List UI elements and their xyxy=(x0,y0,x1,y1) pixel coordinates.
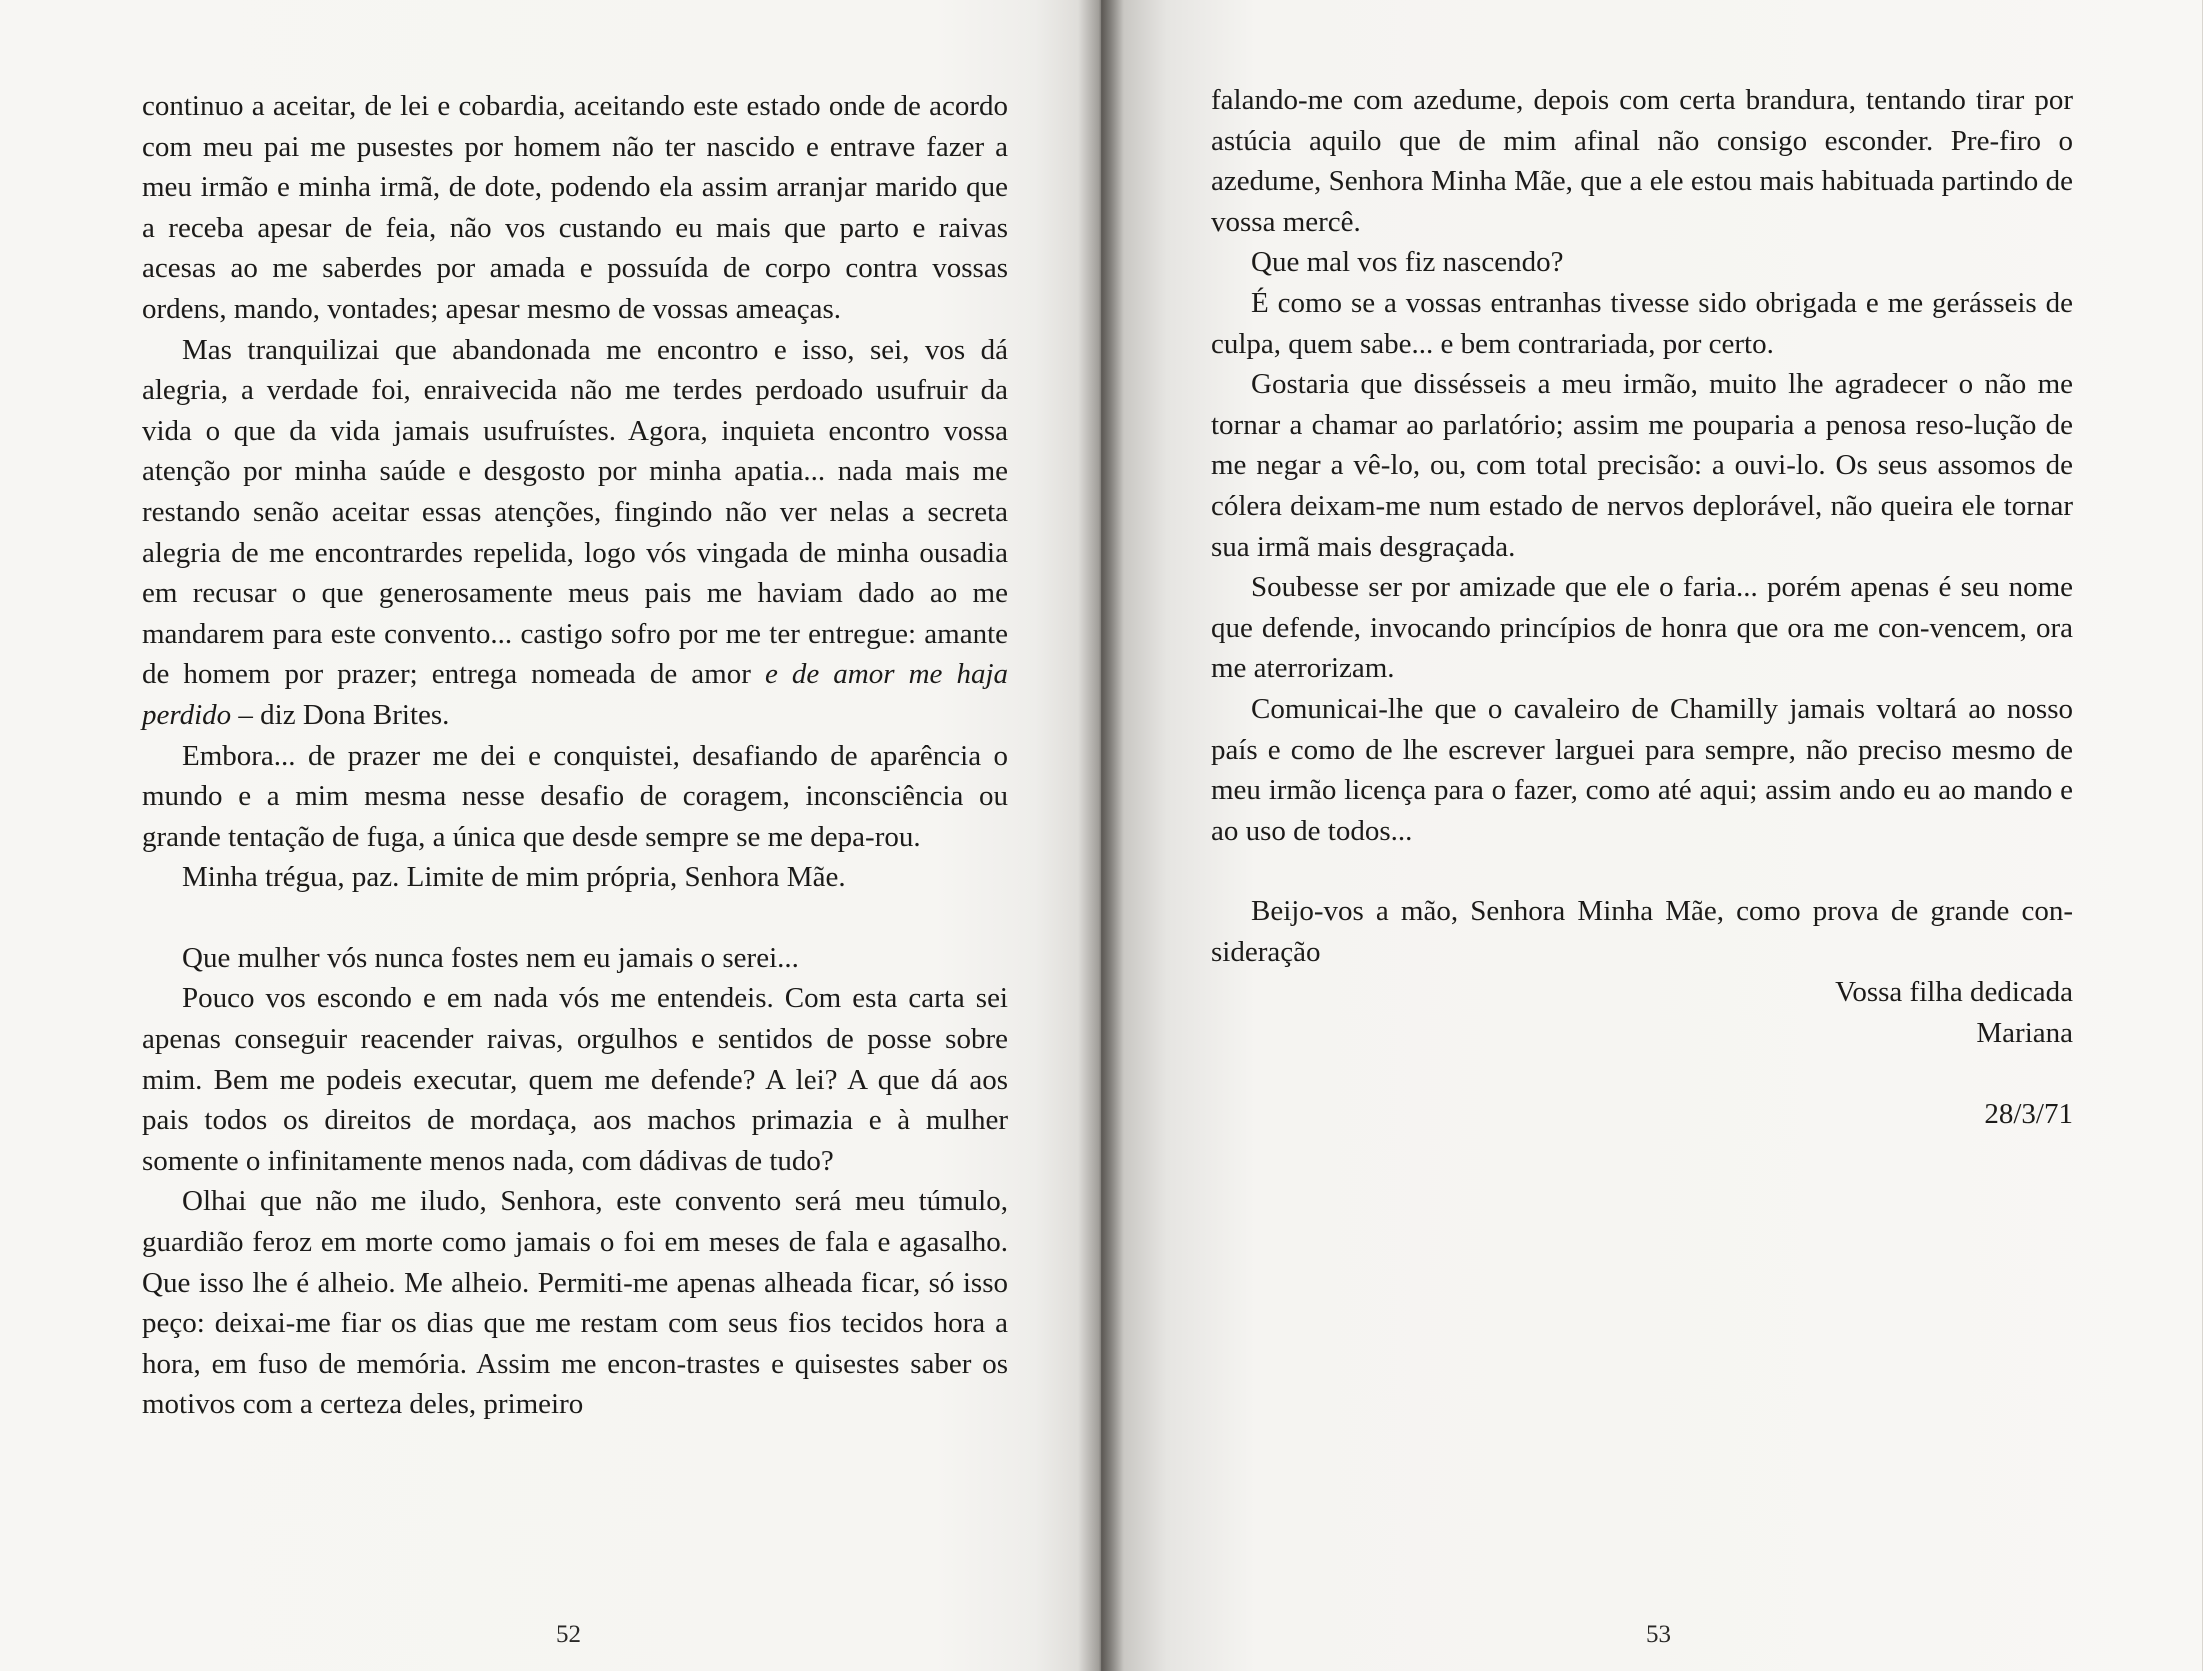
paragraph: É como se a vossas entranhas tivesse sido obrigada e me gerásseis de culpa, quem sabe... e bem contrariada, por certo. xyxy=(1211,286,2073,360)
quote-attribution: – diz Dona Brites. xyxy=(238,698,450,731)
paragraph-text: Mas tranquilizai que abandonada me encontro e isso, sei, vos dá alegria, a verdade foi, enraivecida não me terdes perdoado usufruir da vida o que da vida jamais usufruístes. Agora, inquieta encontro vossa atenção por minha saúde e desgosto por minha apatia... nada mais me restando senão aceitar essas atenções, fingindo não ver nelas a secreta alegria de me encontrardes repelida, logo vós vingada de minha ousadia em recusar o que generosamente meus pais me haviam dado ao me mandarem para este convento... castigo sofro por me ter entregue: amante de homem por prazer; entrega nomeada de amor xyxy=(142,333,1008,691)
paragraph: Que mulher vós nunca fostes nem eu jamais o serei... xyxy=(182,941,799,974)
paragraph: Pouco vos escondo e em nada vós me entendeis. Com esta carta sei apenas conseguir reacender raivas, orgulhos e sentidos de posse sobre mim. Bem me podeis executar, quem me defende? A lei? A que dá aos pais todos os direitos de mordaça, aos machos primazia e à mulher somente o infinitamente menos nada, com dádivas de tudo? xyxy=(142,982,1008,1177)
letter-date: 28/3/71 xyxy=(1984,1097,2073,1130)
quote-italic: e de amor me haja perdido xyxy=(142,658,1009,731)
paragraph: Que mal vos fiz nascendo? xyxy=(1251,246,1564,279)
right-page-text xyxy=(1211,80,2073,1134)
left-page-text xyxy=(142,86,1008,1425)
paragraph: Comunicai-lhe que o cavaleiro de Chamilly jamais voltará ao nosso país e como de lhe escrever larguei para sempre, não preciso mesmo de meu irmão licença para o fazer, como até aqui; assim ando eu ao mando e ao uso de todos... xyxy=(1211,692,2073,847)
paragraph: Minha trégua, paz. Limite de mim própria, Senhora Mãe. xyxy=(182,861,846,894)
paragraph: Beijo-vos a mão, Senhora Minha Mãe, como prova de grande con-sideração xyxy=(1211,895,2073,968)
left-page xyxy=(0,0,1101,1671)
paragraph: continuo a aceitar, de lei e cobardia, aceitando este estado onde de acordo com meu pai me pusestes por homem não ter nascido e entrave fazer a meu irmão e minha irmã, de dote, podendo ela assim arranjar marido que a receba apesar de feia, não vos custando eu mais que parto e raivas acesas ao me saberdes por amada e possuída de corpo contra vossas ordens, mando, vontades; apesar mesmo de vossas ameaças. xyxy=(142,90,1008,325)
page-number: 53 xyxy=(1646,1621,1671,1648)
paragraph: Soubesse ser por amizade que ele o faria... porém apenas é seu nome que defende, invocando princípios de honra que ora me con-vencem, ora me aterrorizam. xyxy=(1211,571,2073,685)
paragraph: Gostaria que dissésseis a meu irmão, muito lhe agradecer o não me tornar a chamar ao parlatório; assim me pouparia a penosa reso-lução de me negar a vê-lo, ou, com total precisão: a ouvi-lo. Os seus assomos de cólera deixam-me num estado de nervos deplorável, não queira ele tornar sua irmã mais desgraçada. xyxy=(1211,368,2073,563)
paragraph: Olhai que não me iludo, Senhora, este convento será meu túmulo, guardião feroz em morte como jamais o foi em meses de fala e agasalho. Que isso lhe é alheio. Me alheio. Permiti-me apenas alheada ficar, só isso peço: deixai-me fiar os dias que me restam com seus fios tecidos hora a hora, em fuso de memória. Assim me encon-trastes e quisestes saber os motivos com a certeza deles, primeiro xyxy=(142,1185,1008,1421)
paragraph: falando-me com azedume, depois com certa brandura, tentando tirar por astúcia aquilo que de mim afinal não consigo esconder. Pre-firo o azedume, Senhora Minha Mãe, que a ele estou mais habituada partindo de vossa mercê. xyxy=(1211,84,2073,238)
signoff: Vossa filha dedicada xyxy=(1835,976,2073,1009)
book-gutter-shadow xyxy=(1078,0,1124,1671)
page-number: 52 xyxy=(556,1621,581,1648)
signature: Mariana xyxy=(1976,1017,2073,1050)
paragraph xyxy=(142,330,1008,736)
right-page xyxy=(1101,0,2202,1671)
paragraph: Embora... de prazer me dei e conquistei, desafiando de aparência o mundo e a mim mesma nesse desafio de coragem, inconsciência ou grande tentação de fuga, a única que desde sempre se me depa-rou. xyxy=(142,739,1008,853)
